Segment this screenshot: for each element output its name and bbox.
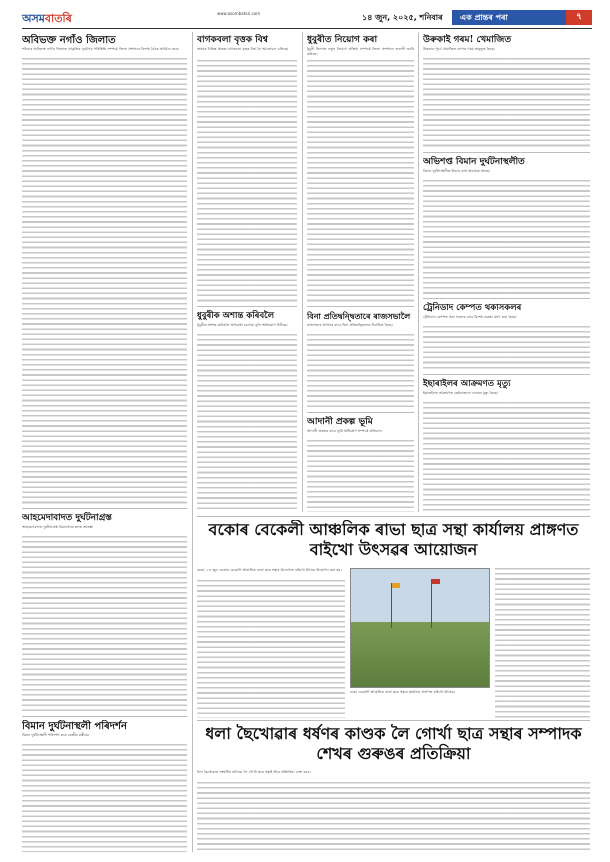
article-divider [423,298,590,299]
contact-info: www.asombatori.com [217,11,261,16]
column-divider [192,32,193,852]
article-baikho-body-2 [495,568,590,718]
article-dhubri-unrest [197,310,297,510]
article-divider [307,306,414,307]
article-body-text [423,58,590,149]
photo-caption [350,690,490,716]
section-divider [197,720,590,721]
article-divider [197,306,297,307]
article-lead: ৰাজসভাৰ আসনৰ বাবে বিনা প্ৰতিদ্বন্দ্বিতাৰে নিৰ্বাচিত হৈছে। [307,323,393,327]
article-trinidad [423,302,590,372]
page-number: ৭ [566,10,592,25]
article-divider [307,412,414,413]
newspaper-logo [22,10,72,29]
article-ahmedabad [22,512,187,712]
article-rajyasabha [307,310,414,410]
article-bagkobola [197,34,297,304]
flag-pole [391,583,392,628]
article-headline: অবিভক্ত নগাঁও জিলাত [22,35,116,46]
section-divider [197,516,590,517]
logo-accent: বাতৰি [44,12,72,25]
article-headline: বকোৰ বেকেলী আঞ্চলিক ৰাভা ছাত্ৰ সন্থা কাৰ্যালয় প্ৰাঙ্গণত বাইখো উৎসৱৰ আয়োজন [208,520,579,559]
flag [392,583,400,588]
article-lead: আহমেদাবাদত দুৰ্ঘটনাগ্ৰস্ত বিমানখনৰ তদন্ত আৰম্ভ। [22,525,94,529]
article-body-text [307,60,414,304]
article-lead: শনিবাৰ অবিভক্ত নগাঁও জিলাত প্ৰাকৃতিক দুৰ্যোগৰ পৰিস্থিতি সম্পৰ্কে জিলা প্ৰশাসনে বিশেষ বৈঠক আহ্বান কৰে। [22,47,180,51]
article-crash-site [423,156,590,296]
article-body-text [22,58,187,504]
article-headline: অভিশপ্ত বিমান দুৰ্ঘটনাস্থলীত [423,157,525,167]
article-headline: ধলা ছৈখোৱাৰ ধৰ্ষণৰ কাণ্ডক লৈ গোৰ্খা ছাত্ৰ সন্থাৰ সম্পাদক শেখৰ গুৰুঙৰ প্ৰতিক্ৰিয়া [205,724,582,763]
masthead [22,10,592,26]
article-body-text [423,402,590,512]
article-lead: বিমান দুৰ্ঘটনাস্থলী পৰিদৰ্শন কৰে কেন্দ্ৰীয় মন্ত্ৰীয়ে। [22,733,90,737]
article-body-text [307,334,414,410]
flag-pole [431,579,432,628]
article-uruka [423,34,590,149]
article-lead: আদানী প্ৰকল্পৰ বাবে ভূমি অধিগ্ৰহণ সম্পৰ্কে প্ৰতিবাদ। [307,429,383,433]
issue-date: ১৪ জুন, ২০২৫, শনিবাৰ [362,13,443,22]
article-body-text [22,536,187,712]
article-nagaon [22,34,187,504]
article-lead: ধুবুৰী জিলাত নতুন নিয়োগ প্ৰক্ৰিয়া সম্পৰ্কে জিলা প্ৰশাসনে জাননী জাৰি কৰিছে। [307,47,414,57]
article-israel [423,378,590,512]
article-gorkha-headline [197,724,590,768]
article-body-text [197,782,590,852]
article-headline: ধুবুৰীত নিয়োগ কৰা [307,35,378,45]
article-divider [22,508,187,509]
event-photo [350,568,490,688]
article-headline: আহমেদাবাদত দুৰ্ঘটনাগ্ৰস্ত [22,513,112,523]
logo-main: অসম [22,12,45,25]
article-gorkha-body [197,770,590,852]
column-divider [302,32,303,512]
article-headline: ইছাৰাইলৰ আক্ৰমণত মৃত্যু [423,379,511,389]
article-body-text [423,326,590,372]
article-headline: বিনা প্ৰতিদ্বন্দ্বিতাৰে ৰাজসভালৈ [307,311,411,321]
article-baikho-body [197,568,345,718]
article-lead: ট্ৰেনিডাদ কেম্পত থকা সকলৰ বাবে বিশেষ ব্যৱস্থা গ্ৰহণ কৰা হৈছে। [423,315,517,319]
article-body-text [22,744,187,852]
article-body-text [423,180,590,296]
article-headline: আদানী প্ৰকল্প ভূমি [307,417,373,427]
article-headline: বিমান দুৰ্ঘটনাস্থলী পৰিদৰ্শন [22,721,127,732]
article-body-text [307,440,414,512]
column-divider [418,32,419,512]
article-lead: ধলা ছৈখোৱাত সংঘটিত ঘটনাক লৈ গোৰ্খা ছাত্ৰ সন্থাই তীব্ৰ প্ৰতিক্ৰিয়া ব্যক্ত কৰে। [197,770,311,774]
article-headline: বাগকবলা বৃত্তক বিশ্ব [197,35,268,45]
article-lead: ধুবুৰীক অশান্ত কৰিবলৈ অপচেষ্টা চলোৱা বুলি অভিযোগ উঠিছে। [197,323,288,327]
masthead-rule [22,28,592,29]
article-crash-visit [22,720,187,852]
flag [432,579,440,584]
section-tag: এক প্ৰান্তৰ পৰা [452,10,592,25]
article-body-text [197,334,297,510]
article-headline: ধুবুৰীক অশান্ত কৰিবলৈ [197,311,275,321]
article-body-text [197,580,345,718]
article-adani [307,416,414,512]
article-dhubri-appointment [307,34,414,304]
article-body-text [495,568,590,718]
article-lead: বকো, ১৩ জুন: বকোৰ বেকেলী আঞ্চলিক ৰাভা ছাত্ৰ সন্থাৰ উদ্যোগত বাইখো উৎসৱ উদযাপন কৰা হয়। [197,568,342,572]
article-lead: উৰুকাৰ পূৰ্বে খেমাজিত ব্যাপক গৰম অনুভূত হৈছে। [423,47,495,51]
photo-caption-text: বকো বেকেলী আঞ্চলিক ৰাভা ছাত্ৰ সন্থাৰ কাৰ্যালয় প্ৰাঙ্গণত বাইখো উৎসৱ। [350,690,455,694]
article-lead: অসমৰ বিভিন্ন প্ৰান্তত বাগকবলা বৃত্তক বিশ্ব লৈ আলোচনা চলিছে। [197,47,289,51]
article-body-text [197,60,297,304]
article-divider [22,716,187,717]
article-headline: ট্ৰেনিডাদ কেম্পত থকাসকলৰ [423,303,522,313]
article-divider [423,152,590,153]
article-headline: উৰুকাই গৰম! খেমাজিত [423,35,512,45]
article-lead: বিমান দুৰ্ঘটনাস্থলীত উদ্ধাৰ কাৰ্য অব্যাহত আছে। [423,169,490,173]
article-divider [423,374,590,375]
article-lead: ইছাৰাইলৰ আক্ৰমণত কেইবাজনো লোকৰ মৃত্যু হৈছে। [423,391,498,395]
article-baikho-headline [197,520,590,564]
